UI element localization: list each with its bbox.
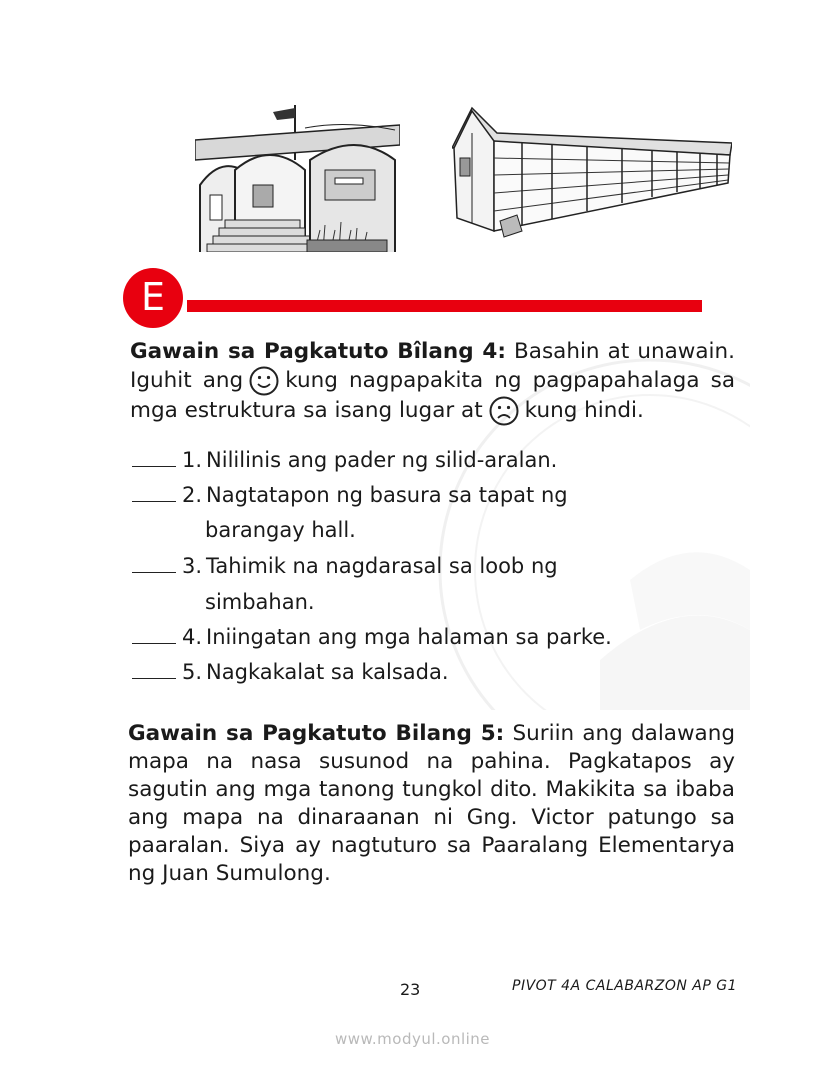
section-badge: E	[123, 268, 183, 328]
item-text-continued: simbahan.	[205, 590, 315, 614]
section-divider-bar	[187, 300, 702, 312]
list-item	[132, 623, 612, 651]
list-item	[132, 658, 449, 686]
answer-blank[interactable]	[132, 554, 176, 573]
item-text: Nagtatapon ng basura sa tapat ng	[206, 483, 568, 507]
item-text: Nagkakalat sa kalsada.	[206, 660, 449, 684]
item-text: Tahimik na nagdarasal sa loob ng	[206, 554, 558, 578]
activity-4-title: Gawain sa Pagkatuto Bîlang 4:	[130, 339, 506, 364]
answer-blank[interactable]	[132, 660, 176, 679]
sad-face-icon	[489, 396, 519, 426]
activity-4-end: kung hindi.	[524, 398, 644, 423]
site-watermark: www.modyul.online	[334, 1030, 491, 1048]
activity-4-instructions	[130, 338, 735, 426]
answer-blank[interactable]	[132, 625, 176, 644]
item-number: 5.	[182, 660, 203, 684]
footer-code: PIVOT 4A CALABARZON AP G1	[512, 978, 738, 994]
list-item	[132, 481, 568, 509]
item-text-continued: barangay hall.	[205, 518, 356, 542]
school-building-illustration	[195, 100, 400, 252]
activity-5-body: Suriin ang dalawang mapa na nasa susunod na pahina. Pagkatapos ay sagutin ang mga tanong tungkol dito. Makikita sa ibaba ang mapa na dinaraanan ni Gng. Victor patungo sa paaralan. Siya ay nagtuturo sa Paaralang Elementarya ng Juan Sumulong.	[128, 721, 736, 886]
page-number: 23	[400, 980, 421, 999]
longhouse-illustration	[452, 103, 732, 238]
item-text: Iniingatan ang mga halaman sa parke.	[206, 625, 612, 649]
activity-5-title: Gawain sa Pagkatuto Bilang 5:	[128, 721, 505, 746]
item-text: Nililinis ang pader ng silid-aralan.	[206, 448, 558, 472]
answer-blank[interactable]	[132, 483, 176, 502]
activity-5-instructions	[128, 720, 735, 888]
smiley-face-icon	[249, 366, 279, 396]
list-item	[132, 446, 557, 474]
item-number: 3.	[182, 554, 203, 578]
answer-blank[interactable]	[132, 448, 176, 467]
item-number: 1.	[182, 448, 203, 472]
activity-4-middle: kung nagpapakita ng pagpapahalaga sa mga estruktura sa isang lugar at	[130, 368, 735, 423]
list-item	[132, 552, 558, 580]
item-number: 2.	[182, 483, 203, 507]
item-number: 4.	[182, 625, 203, 649]
activity-4-intro: Basahin at unawain. Iguhit ang	[130, 339, 735, 393]
